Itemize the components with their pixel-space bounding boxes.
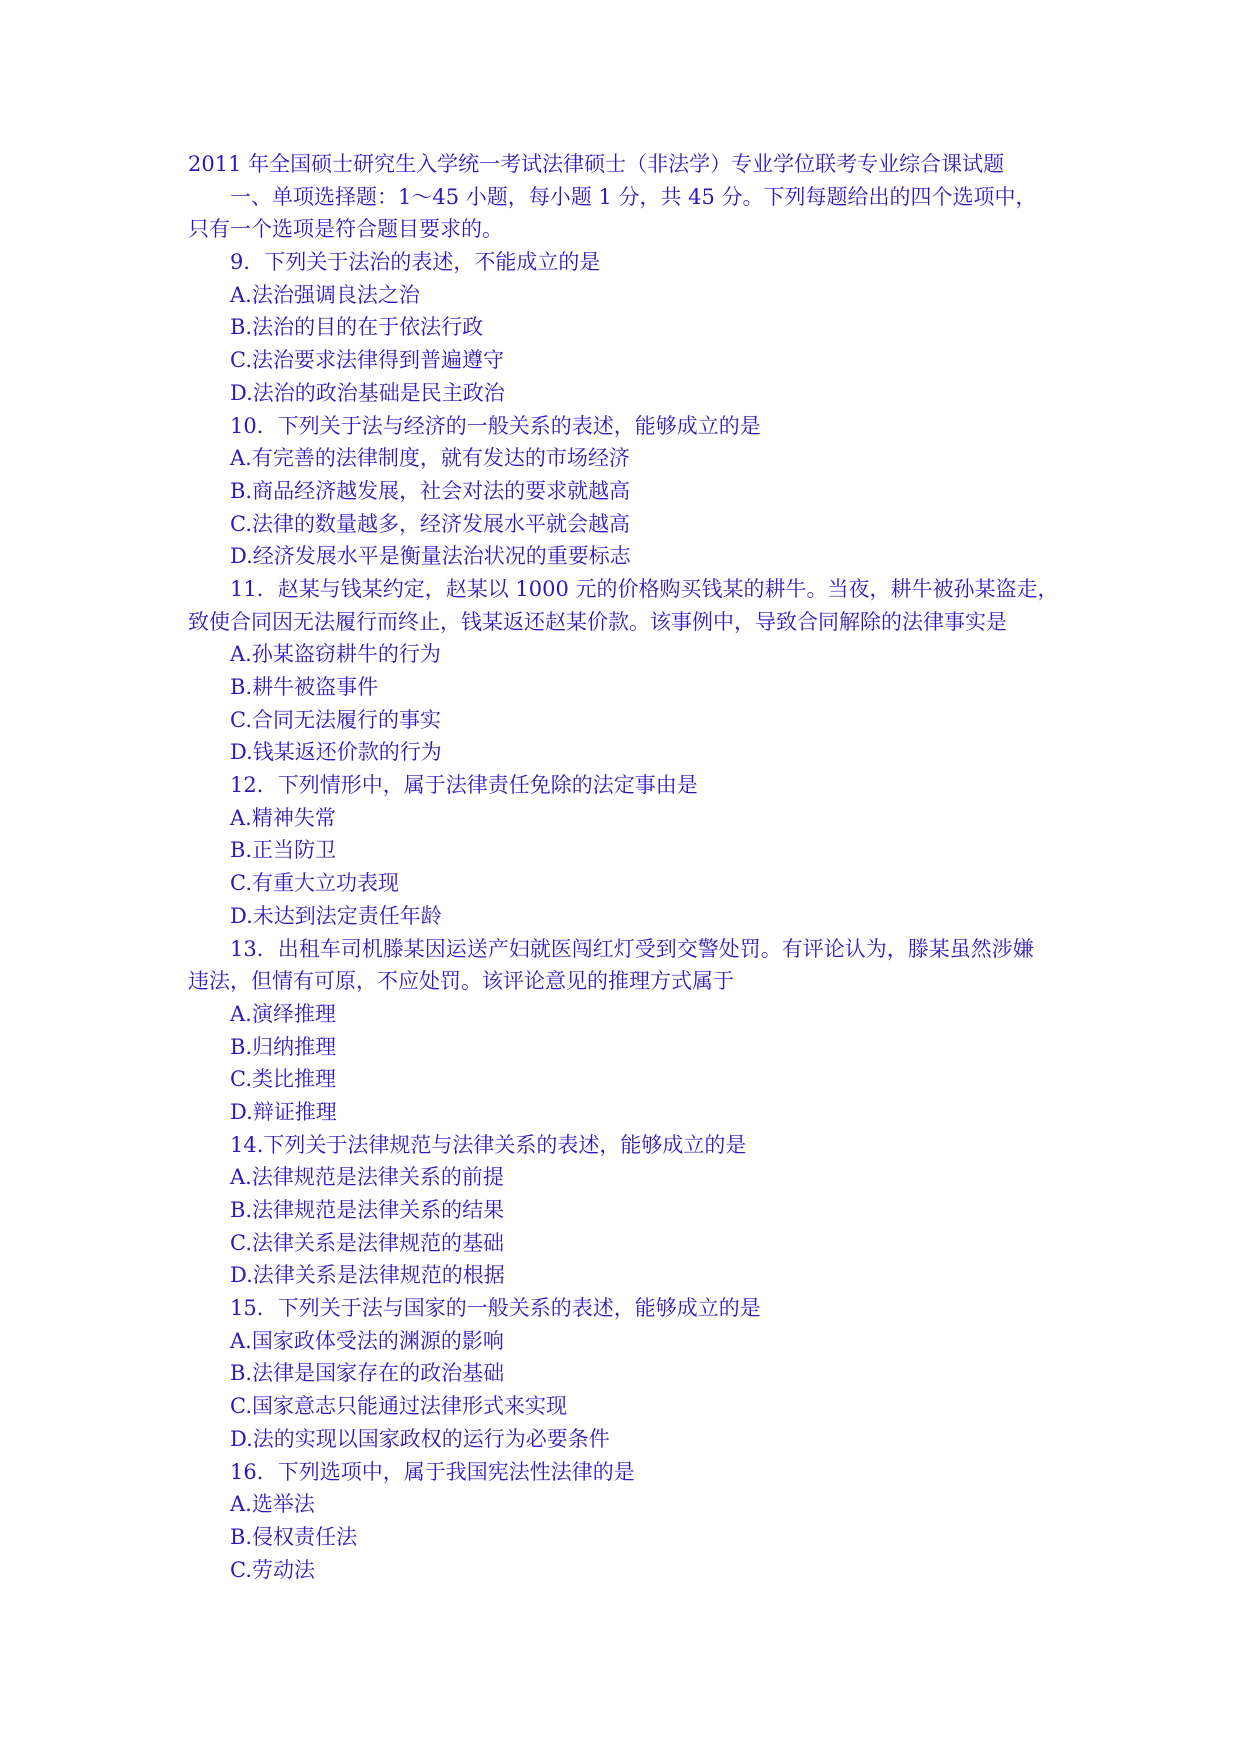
question-stem-continued: 致使合同因无法履行而终止，钱某返还赵某价款。该事例中，导致合同解除的法律事实是	[188, 609, 1007, 634]
answer-option: A.法律规范是法律关系的前提	[230, 1165, 504, 1190]
answer-option: D.未达到法定责任年龄	[230, 903, 442, 928]
answer-option: B.法律是国家存在的政治基础	[230, 1361, 505, 1386]
answer-option: B.归纳推理	[230, 1034, 337, 1059]
question-stem: 10．下列关于法与经济的一般关系的表述，能够成立的是	[230, 413, 761, 438]
question-stem: 9．下列关于法治的表述，不能成立的是	[230, 250, 601, 275]
answer-option: D.法律关系是法律规范的根据	[230, 1263, 505, 1288]
answer-option: D.经济发展水平是衡量法治状况的重要标志	[230, 544, 631, 569]
question-stem: 11．赵某与钱某约定，赵某以 1000 元的价格购买钱某的耕牛。当夜，耕牛被孙某盗走，	[230, 576, 1059, 601]
answer-option: C.法律关系是法律规范的基础	[230, 1230, 504, 1255]
question-stem: 15．下列关于法与国家的一般关系的表述，能够成立的是	[230, 1296, 761, 1321]
answer-option: C.有重大立功表现	[230, 871, 399, 896]
instructions-line: 只有一个选项是符合题目要求的。	[188, 217, 503, 242]
answer-option: A.国家政体受法的渊源的影响	[230, 1328, 504, 1353]
answer-option: A.法治强调良法之治	[230, 282, 420, 307]
answer-option: A.有完善的法律制度，就有发达的市场经济	[230, 446, 630, 471]
question-stem: 12．下列情形中，属于法律责任免除的法定事由是	[230, 773, 698, 798]
answer-option: D.法的实现以国家政权的运行为必要条件	[230, 1426, 610, 1451]
answer-option: C.类比推理	[230, 1067, 336, 1092]
question-stem: 13．出租车司机滕某因运送产妇就医闯红灯受到交警处罚。有评论认为，滕某虽然涉嫌	[230, 936, 1034, 961]
answer-option: D.辩证推理	[230, 1099, 337, 1124]
answer-option: B.商品经济越发展，社会对法的要求就越高	[230, 478, 631, 503]
answer-option: A.选举法	[230, 1492, 315, 1517]
document-body	[188, 148, 1068, 1586]
answer-option: B.耕牛被盗事件	[230, 675, 379, 699]
instructions-line: 一、单项选择题：1～45 小题，每小题 1 分，共 45 分。下列每题给出的四个选项中，	[230, 184, 1037, 209]
answer-option: A.精神失常	[230, 805, 336, 830]
answer-option: B.法律规范是法律关系的结果	[230, 1198, 505, 1222]
question-stem: 16．下列选项中，属于我国宪法性法律的是	[230, 1459, 635, 1484]
page-title: 2011 年全国硕士研究生入学统一考试法律硕士（非法学）专业学位联考专业综合课试题	[188, 152, 1005, 176]
answer-option: B.侵权责任法	[230, 1524, 358, 1549]
question-stem: 14.下列关于法律规范与法律关系的表述，能够成立的是	[230, 1132, 747, 1157]
answer-option: C.法治要求法律得到普遍遵守	[230, 348, 504, 373]
answer-option: B.法治的目的在于依法行政	[230, 315, 484, 340]
answer-option: C.法律的数量越多，经济发展水平就会越高	[230, 511, 630, 536]
answer-option: D.法治的政治基础是民主政治	[230, 380, 505, 405]
question-stem-continued: 违法，但情有可原，不应处罚。该评论意见的推理方式属于	[188, 969, 734, 994]
answer-option: C.合同无法履行的事实	[230, 707, 441, 732]
answer-option: D.钱某返还价款的行为	[230, 740, 442, 765]
answer-option: C.劳动法	[230, 1557, 315, 1582]
answer-option: C.国家意志只能通过法律形式来实现	[230, 1394, 567, 1419]
answer-option: A.孙某盗窃耕牛的行为	[230, 642, 441, 667]
answer-option: A.演绎推理	[230, 1001, 336, 1026]
answer-option: B.正当防卫	[230, 838, 337, 863]
